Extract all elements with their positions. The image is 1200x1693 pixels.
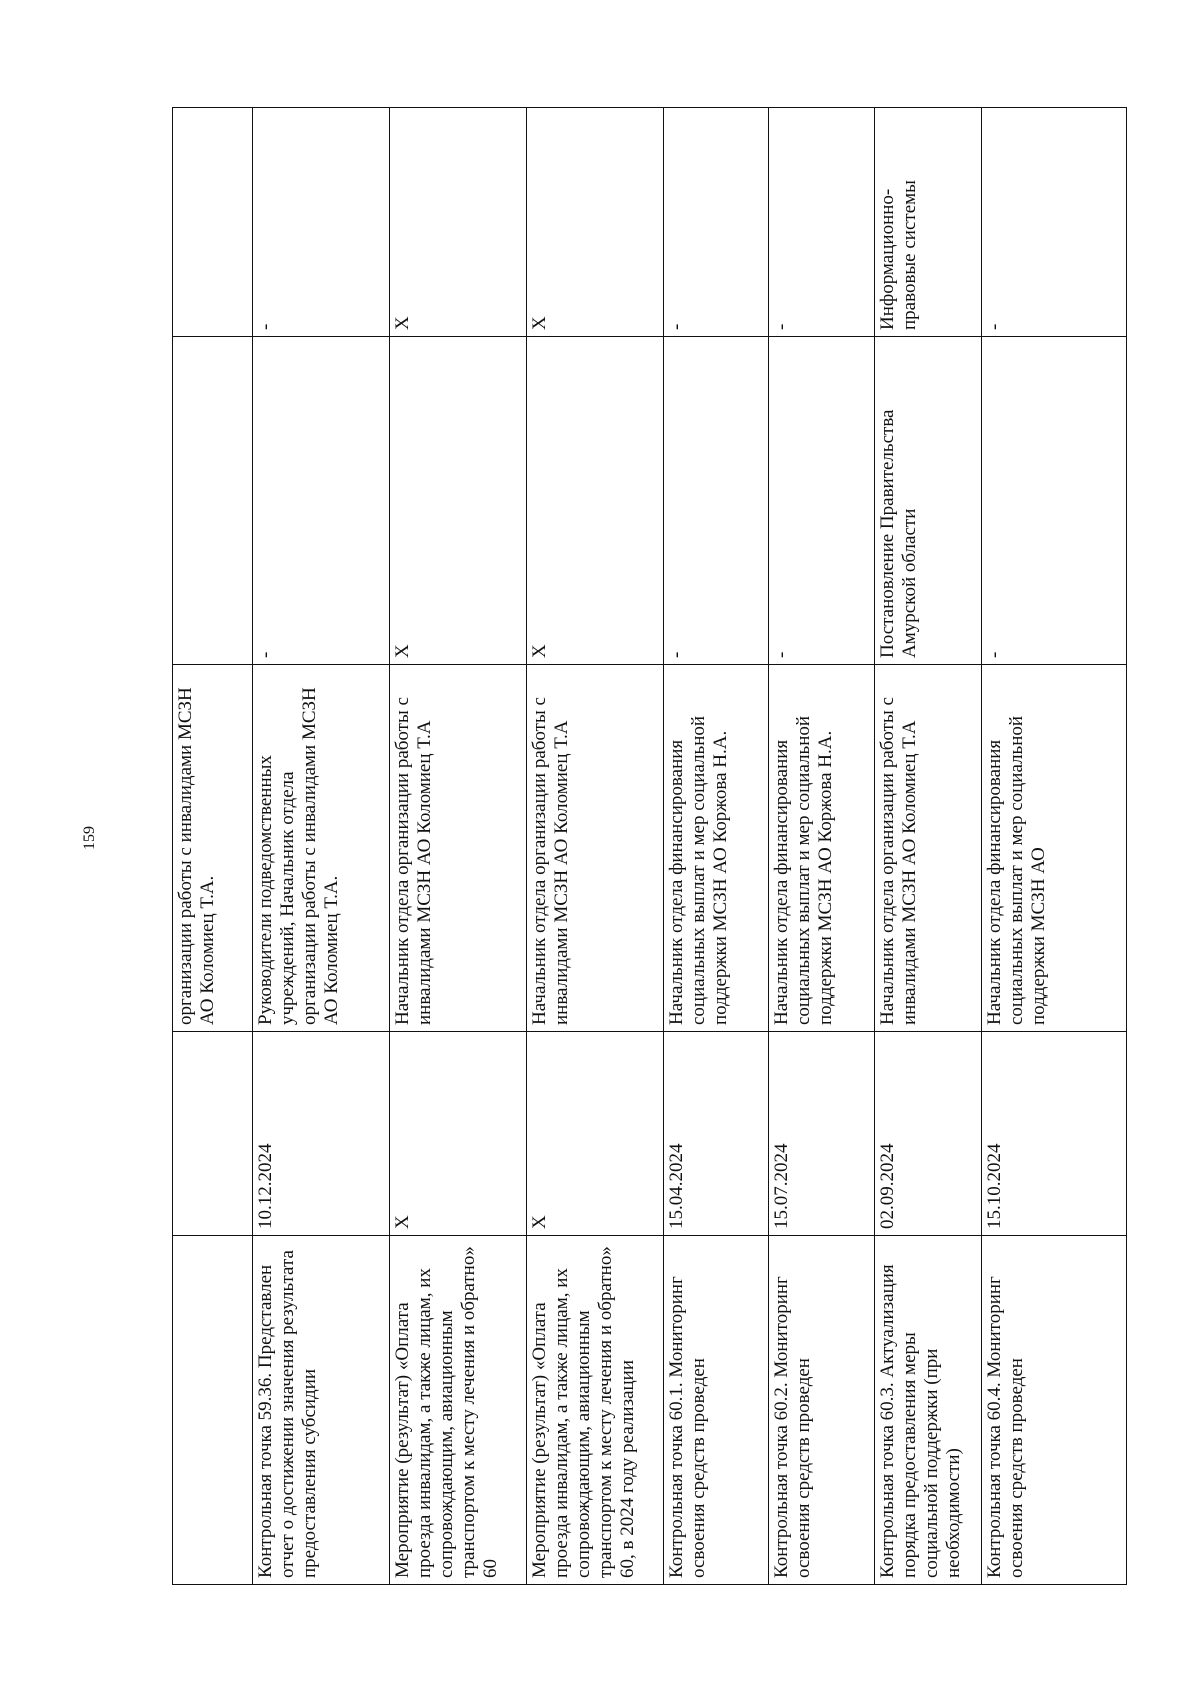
table-row — [173, 108, 253, 1585]
cell-responsible: Начальник отдела финансирования социальных выплат и мер социальной поддержки МСЗН АО — [982, 665, 1127, 1032]
cell-document: - — [982, 337, 1127, 665]
cell-date: X — [390, 1032, 527, 1236]
cell-document: - — [664, 337, 769, 665]
cell-system — [173, 108, 253, 337]
cell-event: Контрольная точка 60.2. Мониторинг освоения средств проведен — [769, 1236, 875, 1585]
table-row — [527, 108, 664, 1585]
table-row — [664, 108, 769, 1585]
cell-system: - — [664, 108, 769, 337]
cell-event — [173, 1236, 253, 1585]
cell-system: - — [253, 108, 390, 337]
cell-responsible: Начальник отдела финансирования социальных выплат и мер социальной поддержки МСЗН АО Коржова Н.А. — [664, 665, 769, 1032]
cell-document: - — [253, 337, 390, 665]
table-row — [253, 108, 390, 1585]
cell-date: X — [527, 1032, 664, 1236]
cell-responsible: Начальник отдела финансирования социальных выплат и мер социальной поддержки МСЗН АО Коржова Н.А. — [769, 665, 875, 1032]
cell-document: X — [527, 337, 664, 665]
cell-responsible: Начальник отдела организации работы с инвалидами МСЗН АО Коломиец Т.А — [390, 665, 527, 1032]
cell-event: Контрольная точка 60.4. Мониторинг освоения средств проведен — [982, 1236, 1127, 1585]
table-row — [875, 108, 982, 1585]
cell-document — [173, 337, 253, 665]
control-points-table — [172, 107, 1127, 1585]
cell-responsible: Руководители подведомственных учреждений, Начальник отдела организации работы с инвалидами МСЗН АО Коломиец Т.А. — [253, 665, 390, 1032]
table-row — [390, 108, 527, 1585]
cell-date: 15.04.2024 — [664, 1032, 769, 1236]
cell-event: Мероприятие (результат) «Оплата проезда инвалидам, а также лицам, их сопровождающим, авиационным транспортом к месту лечения и обратно» 60, в 2024 году реализации — [527, 1236, 664, 1585]
cell-responsible: Начальник отдела организации работы с инвалидами МСЗН АО Коломиец Т.А — [875, 665, 982, 1032]
cell-event: Контрольная точка 59.36. Представлен отчет о достижении значения результата предоставления субсидии — [253, 1236, 390, 1585]
cell-event: Контрольная точка 60.1. Мониторинг освоения средств проведен — [664, 1236, 769, 1585]
cell-responsible: организации работы с инвалидами МСЗН АО Коломиец Т.А. — [173, 665, 253, 1032]
cell-responsible: Начальник отдела организации работы с инвалидами МСЗН АО Коломиец Т.А — [527, 665, 664, 1032]
page-number: 159 — [81, 826, 98, 850]
rotated-table-container — [172, 108, 1126, 1585]
cell-event: Мероприятие (результат) «Оплата проезда инвалидам, а также лицам, их сопровождающим, авиационным транспортом к месту лечения и обратно» 60 — [390, 1236, 527, 1585]
table-row — [982, 108, 1127, 1585]
cell-event: Контрольная точка 60.3. Актуализация порядка предоставления меры социальной поддержки (при необходимости) — [875, 1236, 982, 1585]
cell-system: X — [390, 108, 527, 337]
cell-document: X — [390, 337, 527, 665]
table-row — [769, 108, 875, 1585]
cell-date: 10.12.2024 — [253, 1032, 390, 1236]
cell-system: X — [527, 108, 664, 337]
cell-date: 15.07.2024 — [769, 1032, 875, 1236]
cell-document: Постановление Правительства Амурской области — [875, 337, 982, 665]
cell-date: 02.09.2024 — [875, 1032, 982, 1236]
cell-system: - — [982, 108, 1127, 337]
cell-document: - — [769, 337, 875, 665]
cell-system: Информационно-правовые системы — [875, 108, 982, 337]
cell-date: 15.10.2024 — [982, 1032, 1127, 1236]
cell-system: - — [769, 108, 875, 337]
cell-date — [173, 1032, 253, 1236]
